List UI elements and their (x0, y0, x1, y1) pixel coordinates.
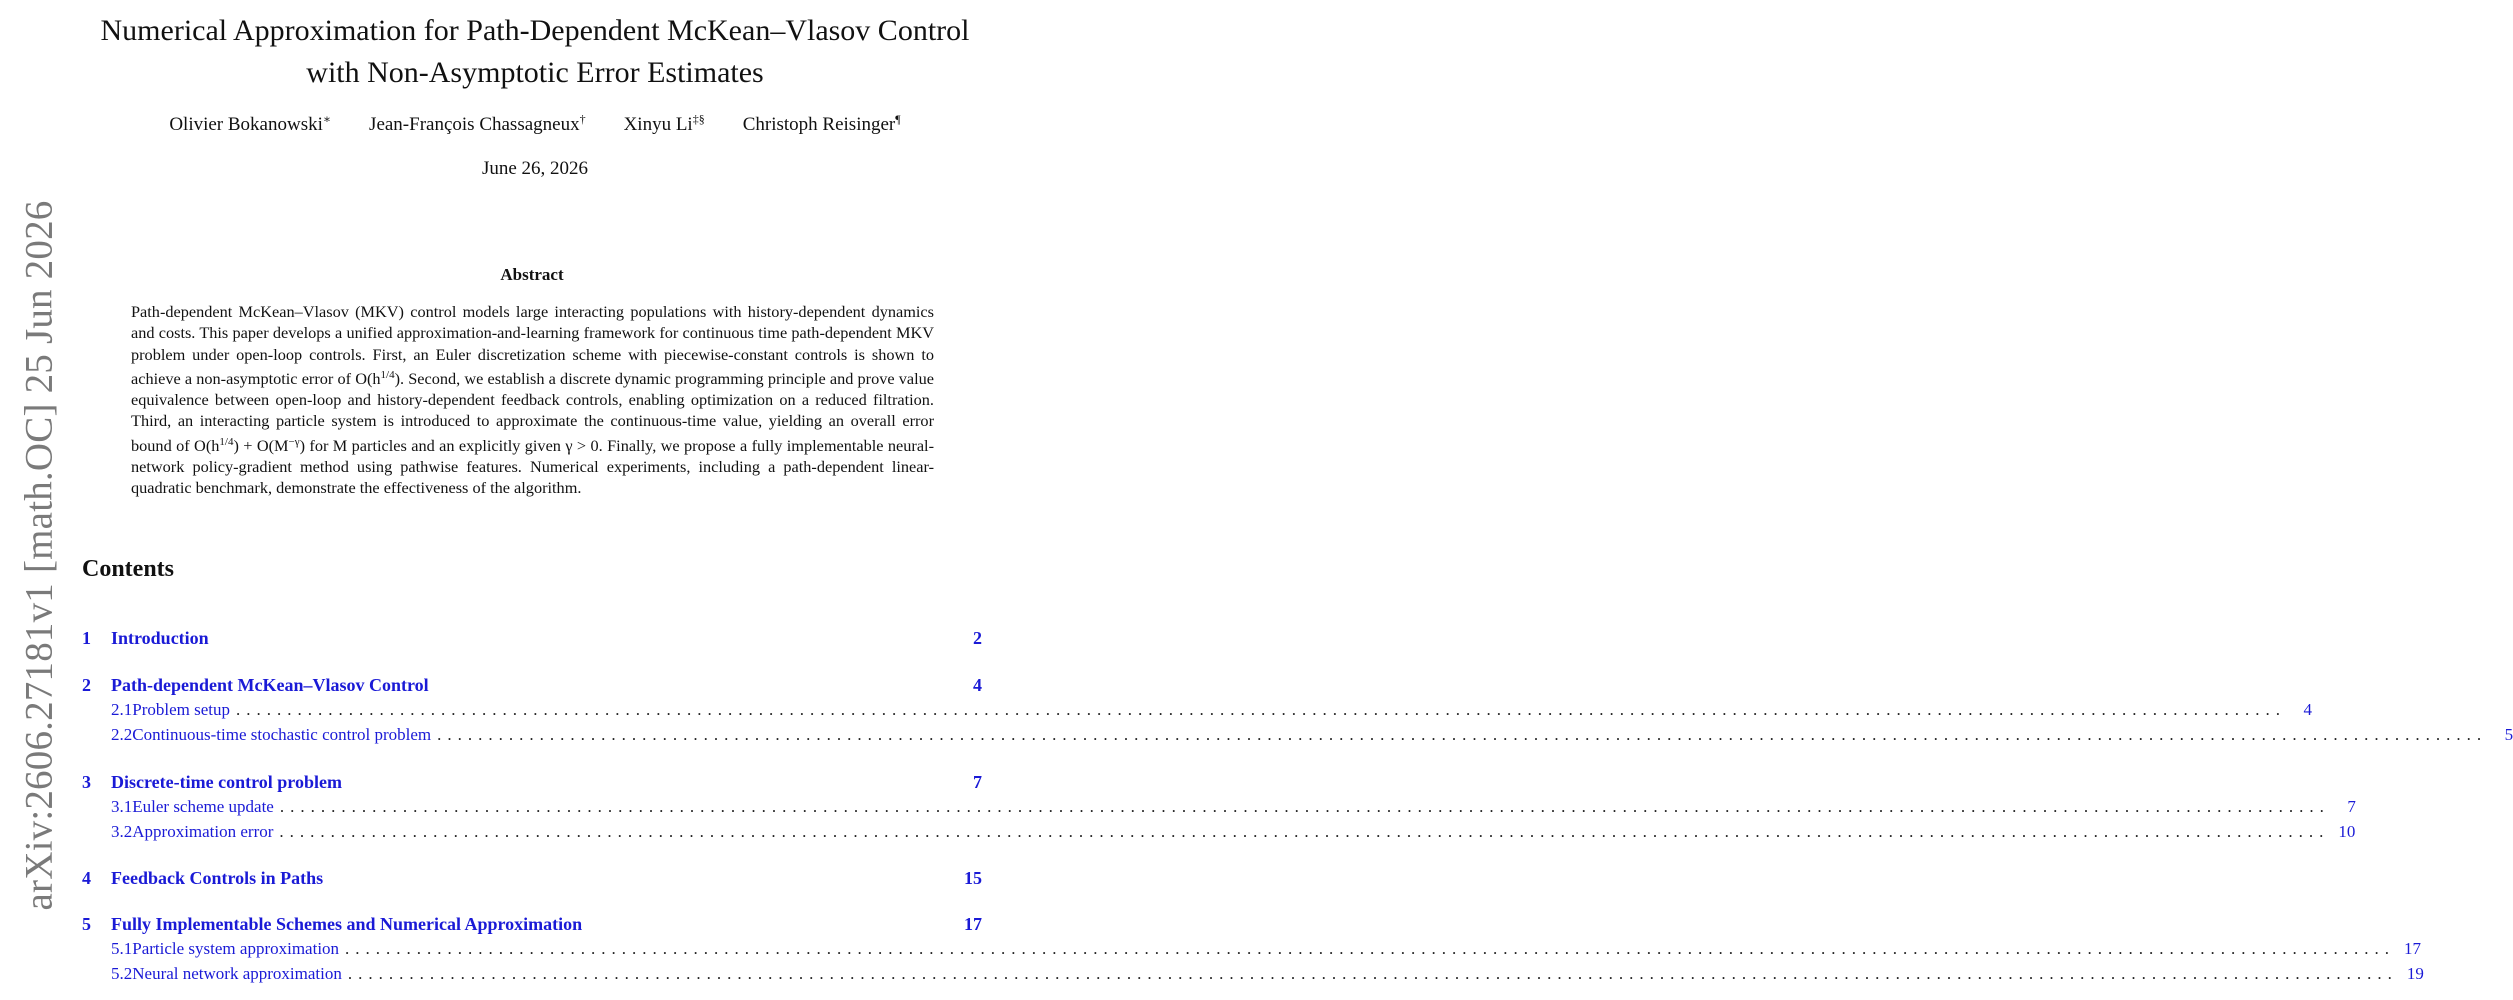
publication-date: June 26, 2026 (481, 158, 589, 179)
toc-subsection-entry[interactable] (82, 725, 2513, 745)
toc-entry-number[interactable]: 2.1 (111, 700, 133, 719)
toc-section-entry[interactable] (82, 868, 982, 889)
toc-entry-number[interactable]: 3 (82, 772, 91, 792)
toc-page-number[interactable]: 17 (964, 914, 982, 934)
author: Olivier Bokanowski∗ (169, 112, 332, 135)
author-footnote-mark[interactable]: † (579, 112, 586, 126)
paper-title-line-2: with Non-Asymptotic Error Estimates (306, 56, 764, 89)
toc-entry-title[interactable]: Euler scheme update (132, 797, 274, 816)
toc-page-number[interactable]: 4 (973, 675, 982, 695)
toc-subsection-entry[interactable] (82, 964, 2424, 984)
toc-entry-title[interactable]: Introduction (111, 628, 209, 648)
toc-dot-leader: ........................................................................................................................................................................................................ (279, 822, 2330, 841)
toc-entry-number[interactable]: 5 (82, 914, 91, 934)
arxiv-identifier-stamp (14, 200, 64, 910)
author-footnote-mark[interactable]: ‡§ (692, 112, 705, 126)
toc-dot-leader: ........................................................................................................................................................................................................ (347, 964, 2398, 983)
toc-page-number[interactable]: 7 (973, 772, 982, 792)
toc-entry-title[interactable]: Path-dependent McKean–Vlasov Control (111, 675, 429, 695)
toc-subsection-entry[interactable] (82, 939, 2422, 959)
toc-page-number[interactable]: 19 (2406, 964, 2424, 983)
abstract-heading: Abstract (500, 265, 564, 284)
toc-entry-number[interactable]: 2.2 (111, 725, 133, 744)
author-list (80, 112, 990, 136)
toc-entry-number[interactable]: 4 (82, 868, 91, 888)
contents-heading: Contents (82, 556, 175, 582)
toc-page-number[interactable]: 10 (2338, 822, 2356, 841)
abstract-body: Path-dependent McKean–Vlasov (MKV) control models large interacting populations with history-dependent dynamics and costs. This paper develops a unified approximation-and-learning framework for continuous time path-dependent MKV problem under open-loop controls. First, an Euler discretization scheme with piecewise-constant controls is shown to achieve a non-asymptotic error of $O(h^{1/4})$. Second, we establish a discrete dynamic programming principle and prove value equivalence between open-loop and history-dependent feedback controls, enabling optimization on a reduced filtration. Third, an interacting particle system is introduced to approximate the continuous-time value, yielding an overall error bound of $O(h^{1/4}) + O(M^{-\gamma})$ for M particles and an explicitly given γ > 0. Finally, we propose a fully implementable neural-network policy-gradient method using pathwise features. Numerical experiments, including a path-dependent linear-quadratic benchmark, demonstrate the effectiveness of the algorithm. (131, 302, 935, 498)
toc-entry-title[interactable]: Fully Implementable Schemes and Numerical Approximation (111, 914, 583, 934)
toc-entry-title[interactable]: Discrete-time control problem (111, 772, 342, 792)
toc-section-entry[interactable] (82, 675, 982, 696)
toc-entry-number[interactable]: 2 (82, 675, 91, 695)
toc-dot-leader: ........................................................................................................................................................................................................ (279, 797, 2330, 816)
toc-entry-title[interactable]: Feedback Controls in Paths (111, 868, 324, 888)
toc-entry-number[interactable]: 3.2 (111, 822, 133, 841)
toc-entry-title[interactable]: Approximation error (132, 822, 274, 841)
toc-entry-number[interactable]: 5.1 (111, 939, 133, 958)
toc-entry-title[interactable]: Neural network approximation (132, 964, 342, 983)
toc-page-number[interactable]: 7 (2347, 797, 2356, 816)
toc-page-number[interactable]: 5 (2504, 725, 2513, 744)
toc-dot-leader: ........................................................................................................................................................................................................ (345, 939, 2396, 958)
toc-section-entry[interactable] (82, 914, 982, 935)
toc-entry-number[interactable]: 1 (82, 628, 91, 648)
toc-section-entry[interactable] (82, 772, 982, 793)
toc-section-entry[interactable] (82, 628, 982, 649)
toc-entry-number[interactable]: 5.2 (111, 964, 133, 983)
toc-entry-title[interactable]: Continuous-time stochastic control problem (132, 725, 432, 744)
toc-entry-title[interactable]: Problem setup (132, 700, 230, 719)
paper-title (80, 10, 990, 94)
toc-entry-title[interactable]: Particle system approximation (132, 939, 340, 958)
paper-title-line-1: Numerical Approximation for Path-Dependent McKean–Vlasov Control (100, 14, 970, 47)
toc-dot-leader: ........................................................................................................................................................................................................ (437, 725, 2488, 744)
toc-subsection-entry[interactable] (82, 822, 2356, 842)
author-footnote-mark[interactable]: ¶ (895, 112, 901, 126)
author: Xinyu Li‡§ (623, 112, 705, 135)
author-footnote-mark[interactable]: ∗ (322, 112, 332, 126)
toc-subsection-entry[interactable] (82, 700, 2312, 720)
author: Jean-François Chassagneux† (369, 112, 586, 135)
toc-entry-number[interactable]: 3.1 (111, 797, 133, 816)
author: Christoph Reisinger¶ (742, 112, 901, 135)
toc-page-number[interactable]: 2 (973, 628, 982, 648)
toc-page-number[interactable]: 4 (2303, 700, 2312, 719)
toc-dot-leader: ........................................................................................................................................................................................................ (236, 700, 2286, 719)
arxiv-identifier-text: arXiv:2606.27181v1 [math.OC] 25 Jun 2026 (17, 200, 61, 910)
toc-subsection-entry[interactable] (82, 797, 2356, 817)
toc-page-number[interactable]: 15 (964, 868, 982, 888)
toc-page-number[interactable]: 17 (2404, 939, 2422, 958)
